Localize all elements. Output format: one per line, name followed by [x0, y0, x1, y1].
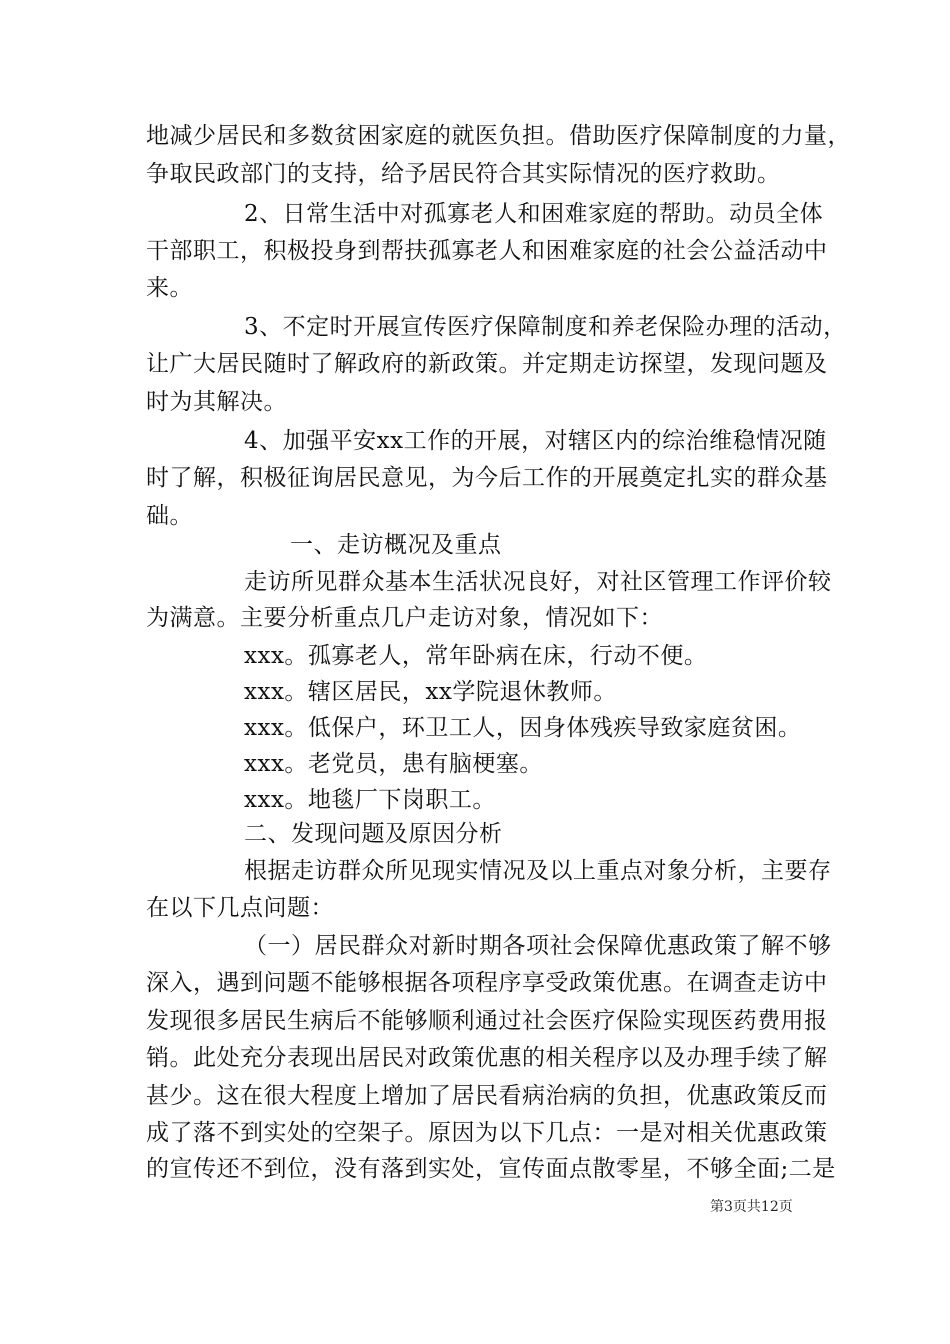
- paragraph-line: 在以下几点问题：: [146, 895, 334, 921]
- paragraph-line: 2、日常生活中对孤寡老人和困难家庭的帮助。动员全体: [244, 201, 824, 227]
- paragraph-line: 走访所见群众基本生活状况良好，对社区管理工作评价较: [244, 569, 832, 595]
- paragraph-line: 来。: [146, 275, 193, 301]
- paragraph-line: 干部职工，积极投身到帮扶孤寡老人和困难家庭的社会公益活动中: [146, 238, 828, 264]
- paragraph-line: 的宣传还不到位，没有落到实处，宣传面点散零星，不够全面;二是: [146, 1156, 836, 1182]
- page-number: 第3页共12页: [710, 1199, 793, 1215]
- paragraph-line: 地减少居民和多数贫困家庭的就医负担。借助医疗保障制度的力量，: [146, 123, 851, 149]
- paragraph-line: 3、不定时开展宣传医疗保障制度和养老保险办理的活动，: [244, 314, 847, 340]
- paragraph-line: 争取民政部门的支持，给予居民符合其实际情况的医疗救助。: [146, 161, 781, 187]
- list-item: xxx。低保户，环卫工人，因身体残疾导致家庭贫困。: [244, 715, 802, 741]
- list-item: xxx。孤寡老人，常年卧病在床，行动不便。: [244, 643, 708, 669]
- paragraph-line: 销。此处充分表现出居民对政策优惠的相关程序以及办理手续了解: [146, 1045, 828, 1071]
- paragraph-line: 时为其解决。: [146, 389, 287, 415]
- paragraph-line: 甚少。这在很大程度上增加了居民看病治病的负担，优惠政策反而: [146, 1083, 828, 1109]
- list-item: xxx。地毯厂下岗职工。: [244, 787, 496, 813]
- paragraph-line: 时了解，积极征询居民意见，为今后工作的开展奠定扎实的群众基: [146, 465, 828, 491]
- paragraph-line: 4、加强平安xx工作的开展，对辖区内的综治维稳情况随: [244, 428, 827, 454]
- paragraph-line: 发现很多居民生病后不能够顺利通过社会医疗保险实现医药费用报: [146, 1008, 828, 1034]
- paragraph-line: 根据走访群众所见现实情况及以上重点对象分析，主要存: [244, 858, 832, 884]
- paragraph-line: 为满意。主要分析重点几户走访对象，情况如下：: [146, 605, 663, 631]
- section-heading: 一、走访概况及重点: [290, 532, 502, 558]
- list-item: xxx。老党员，患有脑梗塞。: [244, 751, 543, 777]
- paragraph-line: 让广大居民随时了解政府的新政策。并定期走访探望，发现问题及: [146, 351, 828, 377]
- paragraph-line: 深入，遇到问题不能够根据各项程序享受政策优惠。在调查走访中: [146, 970, 828, 996]
- paragraph-line: 础。: [146, 503, 193, 529]
- list-item: xxx。辖区居民，xx学院退休教师。: [244, 679, 617, 705]
- paragraph-line: 成了落不到实处的空架子。原因为以下几点：一是对相关优惠政策: [146, 1120, 828, 1146]
- paragraph-line: （一）居民群众对新时期各项社会保障优惠政策了解不够: [244, 933, 832, 959]
- section-heading: 二、发现问题及原因分析: [244, 821, 503, 847]
